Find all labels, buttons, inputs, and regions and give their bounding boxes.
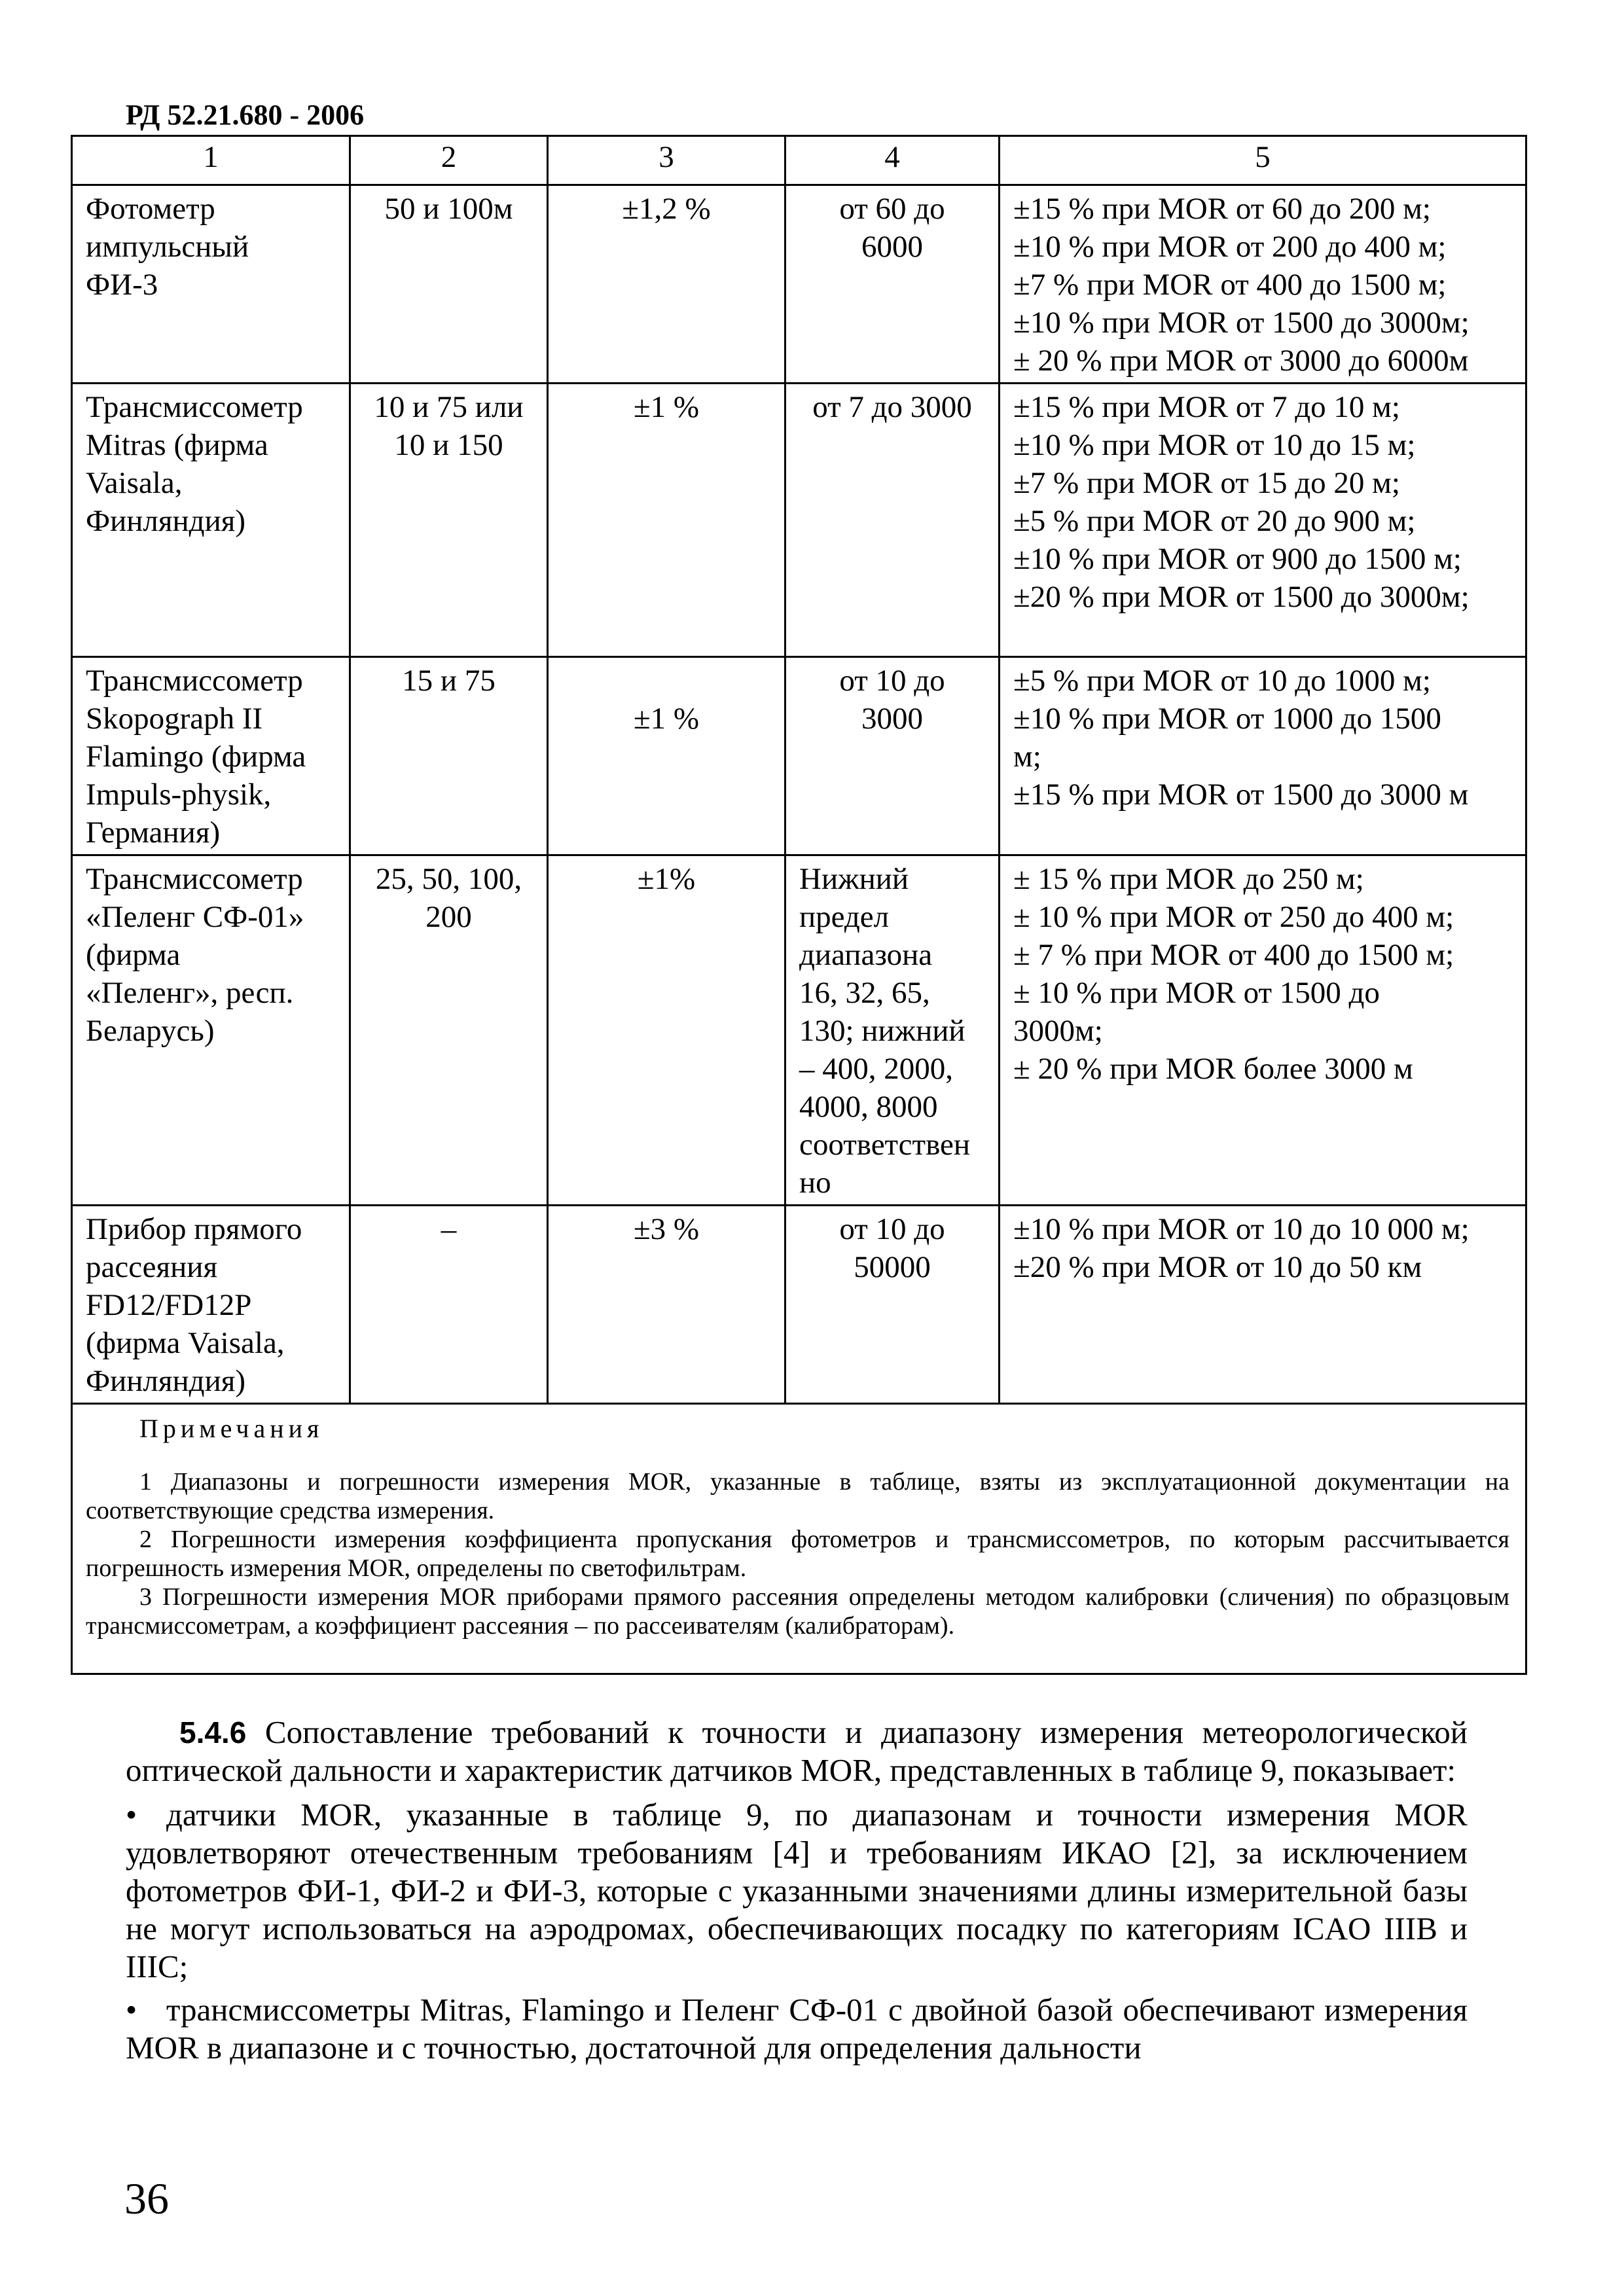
range-cell bbox=[785, 185, 1000, 384]
base-length-cell bbox=[350, 855, 548, 1206]
column-header: 4 bbox=[785, 136, 1000, 185]
cell-line: 4000, 8000 bbox=[799, 1090, 938, 1124]
cell-line: 10 и 150 bbox=[394, 428, 503, 462]
page-number: 36 bbox=[124, 2174, 169, 2223]
cell-line: ФИ-3 bbox=[86, 268, 158, 302]
section-number: 5.4.6 bbox=[179, 1715, 247, 1749]
bullet-text: трансмиссометры Mitras, Flamingo и Пеленг СФ-01 с двойной базой обеспечивают измерения MOR в диапазоне и с точностью, достаточной для определения дальности bbox=[126, 1992, 1468, 2066]
note-item: 1 Диапазоны и погрешности измерения MOR, указанные в таблице, взяты из эксплуатационной документации на соответствующие средства измерения. bbox=[86, 1468, 1509, 1524]
cell-line: Фотометр bbox=[86, 192, 215, 226]
cell-line: 16, 32, 65, bbox=[799, 976, 930, 1010]
cell-line: диапазона bbox=[799, 938, 933, 972]
cell-line: Flamingo (фирма bbox=[86, 740, 306, 774]
instrument-name-cell bbox=[72, 855, 350, 1206]
cell-line: Нижний bbox=[799, 862, 909, 896]
cell-line: предел bbox=[799, 900, 890, 934]
cell-line: ±10 % при MOR от 900 до 1500 м; bbox=[1013, 542, 1462, 576]
cell-line: ±1% bbox=[637, 862, 696, 896]
cell-line: 3000 bbox=[861, 702, 923, 736]
cell-line: ± 10 % при MOR от 1500 до bbox=[1013, 976, 1380, 1010]
cell-line: Skopograph II bbox=[86, 702, 263, 736]
cell-line: ±10 % при MOR от 1500 до 3000м; bbox=[1013, 306, 1470, 340]
cell-line: 10 и 75 или bbox=[374, 390, 524, 424]
cell-line: ±7 % при MOR от 400 до 1500 м; bbox=[1013, 268, 1447, 302]
cell-line: 130; нижний bbox=[799, 1014, 965, 1048]
cell-line: но bbox=[799, 1166, 831, 1200]
range-cell bbox=[785, 384, 1000, 657]
cell-line: ±7 % при MOR от 15 до 20 м; bbox=[1013, 466, 1400, 500]
cell-line: ± 20 % при MOR более 3000 м bbox=[1013, 1052, 1413, 1086]
error-cell bbox=[548, 1206, 785, 1404]
note-item: 3 Погрешности измерения MOR приборами прямого рассеяния определены методом калибровки (сличения) по образцовым трансмиссометрам, а коэффициент рассеяния – по рассеивателям (калибраторам). bbox=[86, 1583, 1509, 1640]
notes-cell bbox=[72, 1404, 1526, 1674]
table-row bbox=[72, 855, 1526, 1206]
error-cell bbox=[548, 657, 785, 855]
cell-line: 25, 50, 100, bbox=[375, 862, 522, 896]
cell-line: ±5 % при MOR от 20 до 900 м; bbox=[1013, 504, 1416, 538]
cell-line: FD12/FD12P bbox=[86, 1288, 252, 1322]
cell-line: ±1,2 % bbox=[622, 192, 711, 226]
cell-line: – 400, 2000, bbox=[799, 1052, 953, 1086]
instrument-name-cell bbox=[72, 384, 350, 657]
base-length-cell bbox=[350, 1206, 548, 1404]
accuracy-cell bbox=[1000, 1206, 1526, 1404]
cell-line: от 60 до bbox=[839, 192, 945, 226]
cell-line: Mitras (фирма bbox=[86, 428, 268, 462]
section-paragraph bbox=[126, 1713, 1468, 1789]
sensor-table bbox=[71, 135, 1527, 1675]
bullet-text: датчики MOR, указанные в таблице 9, по диапазонам и точности измерения MOR удовлетворяют отечественным требованиям [4] и требованиям ИКАО [2], за исключением фотометров ФИ-1, ФИ-2 и ФИ-3, которые с указанными значениями длины измерительной базы не могут использоваться на аэродромах, обеспечивающих посадку по категориям ICAO IIIB и IIIC; bbox=[126, 1797, 1468, 1984]
cell-line: от 10 до bbox=[839, 664, 945, 698]
section-intro: Сопоставление требований к точности и диапазону измерения метеорологической оптической дальности и характеристик датчиков MOR, представленных в таблице 9, показывает: bbox=[126, 1714, 1468, 1788]
bullet-item bbox=[126, 1796, 1468, 1986]
table-row bbox=[72, 1206, 1526, 1404]
cell-line: от 7 до 3000 bbox=[812, 390, 972, 424]
instrument-name-cell bbox=[72, 185, 350, 384]
cell-line: – bbox=[441, 1212, 457, 1246]
notes-title: Примечания bbox=[139, 1414, 324, 1443]
cell-line: ±10 % при MOR от 10 до 10 000 м; bbox=[1013, 1212, 1470, 1246]
cell-line: ±15 % при MOR от 7 до 10 м; bbox=[1013, 390, 1400, 424]
cell-line: ± 10 % при MOR от 250 до 400 м; bbox=[1013, 900, 1454, 934]
cell-line: (фирма bbox=[86, 938, 181, 972]
table-body bbox=[72, 136, 1526, 1674]
cell-line: рассеяния bbox=[86, 1250, 218, 1284]
bullet-icon: • bbox=[126, 1797, 137, 1833]
table-row bbox=[72, 657, 1526, 855]
table-row bbox=[72, 384, 1526, 657]
cell-line: Трансмиссометр bbox=[86, 390, 303, 424]
column-header: 5 bbox=[1000, 136, 1526, 185]
accuracy-cell bbox=[1000, 855, 1526, 1206]
base-length-cell bbox=[350, 185, 548, 384]
cell-line: Vaisala, bbox=[86, 466, 183, 500]
cell-line: Impuls-physik, bbox=[86, 778, 272, 812]
cell-line: ±1 % bbox=[633, 390, 700, 424]
column-header: 3 bbox=[548, 136, 785, 185]
cell-line: ±10 % при MOR от 1000 до 1500 bbox=[1013, 702, 1441, 736]
cell-line: Беларусь) bbox=[86, 1014, 215, 1048]
cell-line: м; bbox=[1013, 740, 1041, 774]
base-length-cell bbox=[350, 384, 548, 657]
cell-line: импульсный bbox=[86, 230, 249, 264]
cell-line: Германия) bbox=[86, 816, 221, 850]
document-header: РД 52.21.680 - 2006 bbox=[126, 99, 365, 131]
column-header: 2 bbox=[350, 136, 548, 185]
cell-line: (фирма Vaisala, bbox=[86, 1326, 285, 1360]
range-cell bbox=[785, 1206, 1000, 1404]
body-text bbox=[126, 1713, 1468, 2072]
cell-line: «Пеленг СФ-01» bbox=[86, 900, 304, 934]
cell-line: ±15 % при MOR от 1500 до 3000 м bbox=[1013, 778, 1469, 812]
cell-line: Трансмиссометр bbox=[86, 862, 303, 896]
cell-line: 6000 bbox=[861, 230, 923, 264]
error-cell bbox=[548, 384, 785, 657]
cell-line: Финляндия) bbox=[86, 504, 245, 538]
accuracy-cell bbox=[1000, 657, 1526, 855]
cell-line: ±10 % при MOR от 10 до 15 м; bbox=[1013, 428, 1416, 462]
range-cell bbox=[785, 657, 1000, 855]
instrument-name-cell bbox=[72, 657, 350, 855]
note-item: 2 Погрешности измерения коэффициента пропускания фотометров и трансмиссометров, по которым рассчитывается погрешность измерения MOR, определены по светофильтрам. bbox=[86, 1526, 1509, 1582]
accuracy-cell bbox=[1000, 384, 1526, 657]
bullet-item bbox=[126, 1991, 1468, 2067]
accuracy-cell bbox=[1000, 185, 1526, 384]
cell-line: 3000м; bbox=[1013, 1014, 1103, 1048]
error-cell bbox=[548, 185, 785, 384]
cell-line: Трансмиссометр bbox=[86, 664, 303, 698]
cell-line: ±5 % при MOR от 10 до 1000 м; bbox=[1013, 664, 1431, 698]
cell-line: 15 и 75 bbox=[402, 664, 496, 698]
cell-line: от 10 до bbox=[839, 1212, 945, 1246]
base-length-cell bbox=[350, 657, 548, 855]
notes-row bbox=[72, 1404, 1526, 1674]
instrument-name-cell bbox=[72, 1206, 350, 1404]
cell-line: ±1 % bbox=[633, 702, 700, 736]
cell-line: Финляндия) bbox=[86, 1364, 245, 1398]
cell-line: 50 и 100м bbox=[384, 192, 513, 226]
cell-line: соответствен bbox=[799, 1128, 971, 1162]
bullet-icon: • bbox=[126, 1992, 137, 2028]
cell-line: ±15 % при MOR от 60 до 200 м; bbox=[1013, 192, 1431, 226]
cell-line: «Пеленг», респ. bbox=[86, 976, 294, 1010]
cell-line: Прибор прямого bbox=[86, 1212, 302, 1246]
cell-line: ± 20 % при MOR от 3000 до 6000м bbox=[1013, 344, 1469, 378]
cell-line: ±20 % при MOR от 1500 до 3000м; bbox=[1013, 580, 1470, 614]
cell-line: ± 7 % при MOR от 400 до 1500 м; bbox=[1013, 938, 1454, 972]
table-row bbox=[72, 185, 1526, 384]
cell-line: 200 bbox=[425, 900, 472, 934]
column-header: 1 bbox=[72, 136, 350, 185]
error-cell bbox=[548, 855, 785, 1206]
cell-line: ±3 % bbox=[633, 1212, 700, 1246]
cell-line: ± 15 % при MOR до 250 м; bbox=[1013, 862, 1364, 896]
range-cell bbox=[785, 855, 1000, 1206]
cell-line: 50000 bbox=[854, 1250, 931, 1284]
table-header-row bbox=[72, 136, 1526, 185]
cell-line: ±20 % при MOR от 10 до 50 км bbox=[1013, 1250, 1422, 1284]
cell-line: ±10 % при MOR от 200 до 400 м; bbox=[1013, 230, 1447, 264]
